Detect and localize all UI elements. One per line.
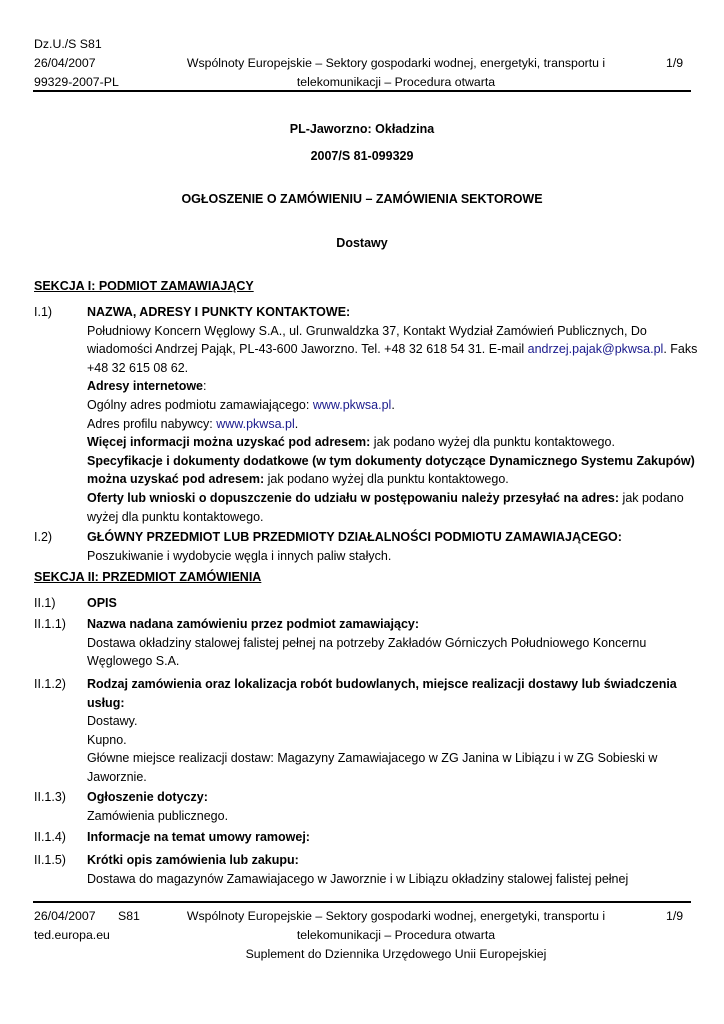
more-info-line: Więcej informacji można uzyskać pod adresem: jak podano wyżej dla punktu kontaktowego. [87, 435, 615, 450]
item-ii12-line2: Kupno. [87, 732, 127, 747]
general-address-line: Ogólny adres podmiotu zamawiającego: www.pkwsa.pl. [87, 397, 395, 412]
item-number-ii12: II.1.2) [34, 677, 66, 691]
item-number-ii14: II.1.4) [34, 830, 66, 844]
footer-center [150, 907, 642, 964]
footer-site: ted.europa.eu [34, 928, 110, 942]
header-rule [33, 90, 691, 92]
item-ii15 [87, 851, 691, 888]
header-left [34, 35, 119, 92]
item-number-ii15: II.1.5) [34, 853, 66, 867]
specs-line-1: Specyfikacje i dokumenty dodatkowe (w tym dokumenty dotyczące Dynamicznego Systemu Zakupów) [87, 453, 695, 468]
item-ii11 [87, 615, 691, 671]
item-number-i1: I.1) [34, 305, 53, 319]
footer-center-line2: telekomunikacji – Procedura otwarta [296, 928, 496, 942]
footer-issue: S81 [118, 909, 140, 923]
item-ii1-title: OPIS [87, 596, 117, 610]
header-doc-id: 99329-2007-PL [34, 75, 119, 89]
item-i1 [87, 303, 698, 526]
item-ii12-line4: Jaworznie. [87, 769, 147, 784]
header-center-line2: telekomunikacji – Procedura otwarta [296, 75, 496, 89]
notice-title: OGŁOSZENIE O ZAMÓWIENIU – ZAMÓWIENIA SEKTOROWE [181, 192, 543, 206]
offers-line-2: wyżej dla punktu kontaktowego. [87, 509, 264, 524]
header-center-line1: Wspólnoty Europejskie – Sektory gospodarki wodnej, energetyki, transportu i [186, 56, 606, 70]
item-ii12-title-2: usług: [87, 695, 125, 710]
item-ii11-title: Nazwa nadana zamówieniu przez podmiot zamawiający: [87, 617, 420, 631]
doc-number: 2007/S 81-099329 [310, 149, 414, 163]
contact-line-1: Południowy Koncern Węglowy S.A., ul. Grunwaldzka 37, Kontakt Wydział Zamówień Publicznych, Do [87, 323, 647, 338]
specs-line-2: można uzyskać pod adresem: jak podano wyżej dla punktu kontaktowego. [87, 472, 509, 487]
item-number-i2: I.2) [34, 530, 53, 544]
contract-type: Dostawy [336, 236, 388, 250]
item-ii11-line1: Dostawa okładziny stalowej falistej pełnej na potrzeby Zakładów Górniczych Południowego Koncernu [87, 635, 647, 650]
item-ii13 [87, 788, 691, 825]
contact-line-2: wiadomości Andrzej Pająk, PL-43-600 Jaworzno. Tel. +48 32 618 54 31. E-mail andrzej.pajak@pkwsa.pl. Faks [87, 342, 698, 357]
item-number-ii11: II.1.1) [34, 617, 66, 631]
doc-place: PL-Jaworzno: Okładzina [289, 122, 435, 136]
header-date: 26/04/2007 [34, 56, 96, 70]
item-ii11-line2: Węglowego S.A. [87, 654, 180, 669]
item-number-ii1: II.1) [34, 596, 56, 610]
item-ii14-title: Informacje na temat umowy ramowej: [87, 830, 310, 844]
item-ii13-text: Zamówienia publicznego. [87, 808, 229, 823]
section-2-heading: SEKCJA II: PRZEDMIOT ZAMÓWIENIA [34, 570, 262, 584]
footer-page-number: 1/9 [666, 909, 684, 923]
footer-rule [33, 901, 691, 903]
contact-fax: +48 32 615 08 62. [87, 360, 189, 375]
header-page-number: 1/9 [666, 56, 684, 70]
buyer-profile-link[interactable]: www.pkwsa.pl [216, 416, 295, 431]
footer-center-line1: Wspólnoty Europejskie – Sektory gospodarki wodnej, energetyki, transportu i [186, 909, 606, 923]
item-i2-title: GŁÓWNY PRZEDMIOT LUB PRZEDMIOTY DZIAŁALNOŚCI PODMIOTU ZAMAWIAJĄCEGO: [87, 530, 622, 544]
header-center [150, 54, 642, 92]
footer-date: 26/04/2007 [34, 909, 96, 923]
item-ii12-line1: Dostawy. [87, 714, 138, 729]
general-address-link[interactable]: www.pkwsa.pl [312, 397, 392, 412]
item-ii12-line3: Główne miejsce realizacji dostaw: Magazyny Zamawiajacego w ZG Janina w Libiązu i w ZG Sobieski w [87, 751, 658, 766]
footer-center-line3: Suplement do Dziennika Urzędowego Unii Europejskiej [245, 947, 547, 961]
item-ii12 [87, 675, 691, 787]
item-i2 [87, 528, 691, 565]
item-i2-text: Poszukiwanie i wydobycie węgla i innych paliw stałych. [87, 548, 392, 563]
email-link[interactable]: andrzej.pajak@pkwsa.pl [527, 342, 664, 357]
internet-addresses-label: Adresy internetowe: [87, 379, 207, 394]
header-oj-ref: Dz.U./S S81 [34, 37, 102, 51]
section-1-heading: SEKCJA I: PODMIOT ZAMAWIAJĄCY [34, 279, 254, 293]
item-ii15-text: Dostawa do magazynów Zamawiajacego w Jaworznie i w Libiązu okładziny stalowej falistej pełnej [87, 871, 629, 886]
item-ii12-title-1: Rodzaj zamówienia oraz lokalizacja robót budowlanych, miejsce realizacji dostawy lub świadczenia [87, 677, 677, 691]
offers-line-1: Oferty lub wnioski o dopuszczenie do udziału w postępowaniu należy przesyłać na adres: jak podano [87, 490, 684, 505]
item-number-ii13: II.1.3) [34, 790, 66, 804]
item-ii13-title: Ogłoszenie dotyczy: [87, 790, 208, 804]
buyer-profile-line: Adres profilu nabywcy: www.pkwsa.pl. [87, 416, 299, 431]
item-ii15-title: Krótki opis zamówienia lub zakupu: [87, 853, 299, 867]
item-i1-title: NAZWA, ADRESY I PUNKTY KONTAKTOWE: [87, 305, 351, 319]
